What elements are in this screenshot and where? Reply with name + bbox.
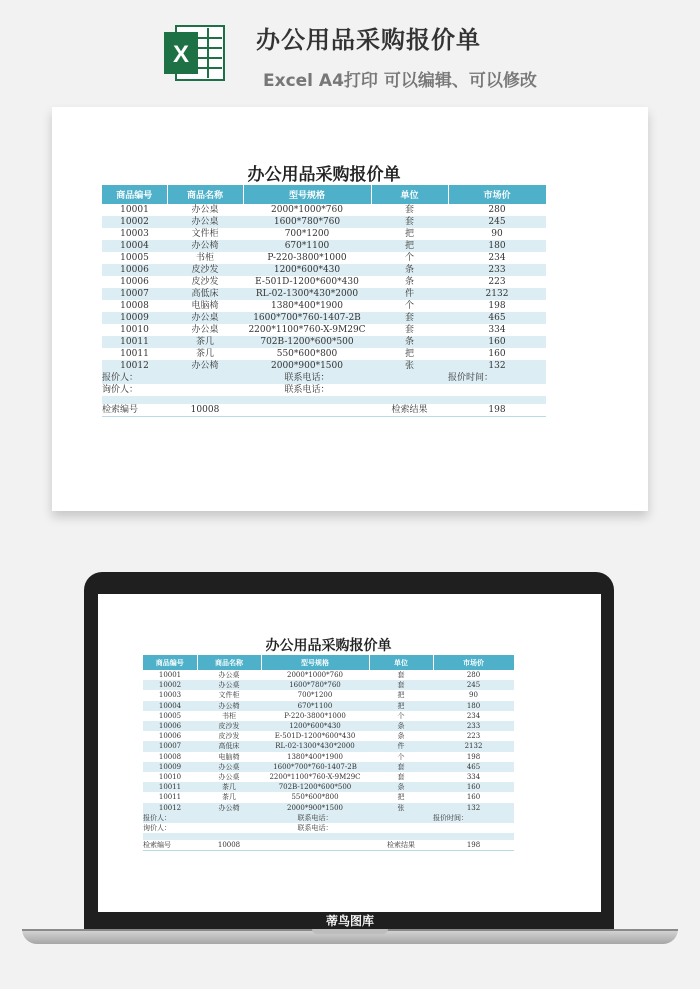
- table-cell: 个: [371, 252, 448, 264]
- table-row: [102, 336, 546, 348]
- column-header: 市场价: [433, 655, 514, 670]
- table-cell: 90: [433, 690, 514, 700]
- table-cell: 1380*400*1900: [261, 752, 369, 762]
- table-cell: 198: [448, 404, 546, 417]
- table-cell: 个: [371, 300, 448, 312]
- table-cell: 160: [448, 336, 546, 348]
- table-cell: 检索编号: [102, 404, 167, 417]
- table-row: [143, 823, 514, 833]
- quote-table: [143, 655, 515, 851]
- sheet-title: 办公用品采购报价单: [247, 165, 401, 185]
- table-cell: E-501D-1200*600*430: [243, 276, 371, 288]
- table-row: [143, 813, 514, 823]
- laptop-notch: [312, 929, 388, 934]
- table-cell: 套: [371, 204, 448, 216]
- table-row: [102, 300, 546, 312]
- table-cell: 280: [433, 670, 514, 680]
- table-cell: [369, 813, 433, 823]
- table-cell: 10011: [102, 336, 167, 348]
- table-row: [143, 741, 514, 751]
- table-cell: 132: [433, 803, 514, 813]
- quote-sheet: [102, 165, 546, 417]
- table-cell: [167, 372, 243, 384]
- table-cell: RL-02-1300*430*2000: [261, 741, 369, 751]
- table-cell: 160: [448, 348, 546, 360]
- column-header: 商品编号: [102, 185, 167, 204]
- table-cell: 联系电话：: [243, 384, 371, 396]
- table-row: [143, 690, 514, 700]
- table-cell: 160: [433, 792, 514, 802]
- table-cell: 465: [433, 762, 514, 772]
- table-row: [102, 288, 546, 300]
- table-cell: 180: [433, 701, 514, 711]
- table-row: [143, 833, 514, 840]
- table-cell: 702B-1200*600*500: [243, 336, 371, 348]
- table-header-row: [102, 185, 546, 204]
- table-cell: 茶几: [197, 792, 261, 802]
- table-cell: 550*600*800: [261, 792, 369, 802]
- table-cell: 10005: [102, 252, 167, 264]
- table-row: [102, 204, 546, 216]
- table-cell: 223: [448, 276, 546, 288]
- table-cell: 10008: [167, 404, 243, 417]
- column-header: 型号规格: [243, 185, 371, 204]
- column-header: 单位: [369, 655, 433, 670]
- table-row: [143, 792, 514, 802]
- table-cell: 报价时间：: [433, 813, 514, 823]
- table-cell: 2200*1100*760-X-9M29C: [243, 324, 371, 336]
- table-cell: 询价人：: [143, 823, 197, 833]
- laptop-brand: 蒂鸟图库: [325, 914, 374, 928]
- table-cell: 10001: [143, 670, 197, 680]
- table-cell: 234: [448, 252, 546, 264]
- table-cell: 条: [369, 782, 433, 792]
- table-cell: 套: [371, 216, 448, 228]
- table-cell: [243, 404, 371, 417]
- table-cell: 电脑椅: [197, 752, 261, 762]
- table-cell: 办公桌: [167, 324, 243, 336]
- table-cell: 1200*600*430: [261, 721, 369, 731]
- sheet-title: 办公用品采购报价单: [265, 638, 392, 654]
- table-cell: 办公椅: [167, 360, 243, 372]
- table-cell: 90: [448, 228, 546, 240]
- page-title: 办公用品采购报价单: [256, 26, 481, 54]
- table-cell: 223: [433, 731, 514, 741]
- search-row: [102, 404, 546, 417]
- table-cell: [197, 813, 261, 823]
- table-cell: 10002: [143, 680, 197, 690]
- page-subtitle: Excel A4打印 可以编辑、可以修改: [263, 71, 537, 91]
- table-cell: 10012: [102, 360, 167, 372]
- table-cell: 书柜: [167, 252, 243, 264]
- table-row: [102, 396, 546, 404]
- table-row: [143, 721, 514, 731]
- table-cell: 2000*1000*760: [243, 204, 371, 216]
- table-cell: 10003: [102, 228, 167, 240]
- table-cell: 条: [369, 721, 433, 731]
- table-cell: 办公椅: [167, 240, 243, 252]
- table-cell: 10011: [143, 792, 197, 802]
- table-cell: 皮沙发: [167, 264, 243, 276]
- table-cell: 个: [369, 711, 433, 721]
- table-cell: 报价人：: [102, 372, 167, 384]
- table-cell: 办公椅: [197, 701, 261, 711]
- table-row: [143, 680, 514, 690]
- table-cell: 皮沙发: [167, 276, 243, 288]
- table-cell: 条: [369, 731, 433, 741]
- table-cell: [143, 833, 514, 840]
- table-row: [102, 372, 546, 384]
- table-cell: 茶几: [197, 782, 261, 792]
- table-cell: 报价人：: [143, 813, 197, 823]
- table-cell: 10006: [102, 276, 167, 288]
- table-cell: 700*1200: [261, 690, 369, 700]
- table-row: [143, 752, 514, 762]
- table-cell: 334: [433, 772, 514, 782]
- column-header: 型号规格: [261, 655, 369, 670]
- table-cell: 皮沙发: [197, 731, 261, 741]
- table-cell: 10006: [102, 264, 167, 276]
- table-cell: 文件柜: [167, 228, 243, 240]
- table-cell: 电脑椅: [167, 300, 243, 312]
- table-row: [102, 240, 546, 252]
- table-row: [143, 782, 514, 792]
- table-cell: [197, 823, 261, 833]
- search-row: [143, 840, 514, 851]
- column-header: 商品名称: [197, 655, 261, 670]
- excel-icon: [162, 22, 226, 84]
- table-cell: 10010: [143, 772, 197, 782]
- table-row: [143, 762, 514, 772]
- table-cell: 280: [448, 204, 546, 216]
- table-cell: 132: [448, 360, 546, 372]
- table-cell: 套: [369, 670, 433, 680]
- table-cell: 10004: [143, 701, 197, 711]
- table-cell: 个: [369, 752, 433, 762]
- table-cell: 10008: [143, 752, 197, 762]
- table-cell: 办公桌: [167, 312, 243, 324]
- table-cell: [261, 840, 369, 851]
- table-row: [102, 264, 546, 276]
- table-cell: 10012: [143, 803, 197, 813]
- table-cell: 180: [448, 240, 546, 252]
- table-cell: 10008: [102, 300, 167, 312]
- table-cell: 2000*900*1500: [261, 803, 369, 813]
- table-cell: 把: [371, 240, 448, 252]
- table-cell: 条: [371, 276, 448, 288]
- table-cell: 书柜: [197, 711, 261, 721]
- table-cell: 报价时间：: [448, 372, 546, 384]
- table-cell: 办公桌: [167, 204, 243, 216]
- table-cell: [167, 384, 243, 396]
- table-cell: 办公桌: [167, 216, 243, 228]
- table-cell: 550*600*800: [243, 348, 371, 360]
- table-cell: 办公桌: [197, 670, 261, 680]
- table-cell: RL-02-1300*430*2000: [243, 288, 371, 300]
- table-cell: 10009: [102, 312, 167, 324]
- table-cell: 234: [433, 711, 514, 721]
- quote-table: [102, 185, 547, 417]
- table-row: [102, 276, 546, 288]
- table-cell: 1600*700*760-1407-2B: [261, 762, 369, 772]
- table-cell: 245: [433, 680, 514, 690]
- table-cell: 245: [448, 216, 546, 228]
- table-header-row: [143, 655, 514, 670]
- table-cell: 条: [371, 336, 448, 348]
- table-cell: E-501D-1200*600*430: [261, 731, 369, 741]
- table-cell: 套: [369, 772, 433, 782]
- column-header: 商品编号: [143, 655, 197, 670]
- table-cell: 套: [371, 312, 448, 324]
- table-row: [143, 670, 514, 680]
- table-cell: 1600*780*760: [261, 680, 369, 690]
- table-cell: 10003: [143, 690, 197, 700]
- table-row: [102, 324, 546, 336]
- table-cell: [102, 396, 546, 404]
- table-cell: 检索编号: [143, 840, 197, 851]
- table-row: [102, 312, 546, 324]
- table-cell: 套: [371, 324, 448, 336]
- table-cell: 198: [448, 300, 546, 312]
- table-cell: 10011: [102, 348, 167, 360]
- table-cell: 1380*400*1900: [243, 300, 371, 312]
- table-cell: 233: [448, 264, 546, 276]
- table-cell: 670*1100: [261, 701, 369, 711]
- table-cell: 2000*900*1500: [243, 360, 371, 372]
- table-cell: 茶几: [167, 336, 243, 348]
- table-row: [143, 731, 514, 741]
- table-cell: 张: [371, 360, 448, 372]
- table-cell: 文件柜: [197, 690, 261, 700]
- table-cell: 检索结果: [369, 840, 433, 851]
- table-cell: 2132: [448, 288, 546, 300]
- table-cell: 把: [369, 701, 433, 711]
- table-cell: 10002: [102, 216, 167, 228]
- table-cell: [369, 823, 433, 833]
- table-cell: 702B-1200*600*500: [261, 782, 369, 792]
- table-row: [102, 360, 546, 372]
- table-cell: 张: [369, 803, 433, 813]
- table-cell: 233: [433, 721, 514, 731]
- table-cell: 10011: [143, 782, 197, 792]
- table-cell: 件: [369, 741, 433, 751]
- table-row: [102, 216, 546, 228]
- table-cell: 高低床: [167, 288, 243, 300]
- table-cell: 套: [369, 762, 433, 772]
- table-cell: 10006: [143, 731, 197, 741]
- table-cell: 465: [448, 312, 546, 324]
- table-cell: 10007: [102, 288, 167, 300]
- column-header: 单位: [371, 185, 448, 204]
- table-cell: 办公椅: [197, 803, 261, 813]
- table-cell: 茶几: [167, 348, 243, 360]
- table-cell: 198: [433, 752, 514, 762]
- table-cell: 件: [371, 288, 448, 300]
- table-cell: 把: [369, 792, 433, 802]
- table-row: [143, 772, 514, 782]
- table-cell: 条: [371, 264, 448, 276]
- table-cell: 办公桌: [197, 680, 261, 690]
- table-cell: P-220-3800*1000: [243, 252, 371, 264]
- quote-sheet-preview: [143, 638, 514, 851]
- table-cell: [371, 384, 448, 396]
- table-cell: 皮沙发: [197, 721, 261, 731]
- table-cell: 10001: [102, 204, 167, 216]
- table-row: [102, 384, 546, 396]
- table-cell: 1600*780*760: [243, 216, 371, 228]
- table-row: [143, 803, 514, 813]
- table-cell: 10005: [143, 711, 197, 721]
- table-row: [102, 252, 546, 264]
- table-cell: 1200*600*430: [243, 264, 371, 276]
- column-header: 商品名称: [167, 185, 243, 204]
- table-cell: 10008: [197, 840, 261, 851]
- table-cell: 联系电话：: [261, 823, 369, 833]
- table-cell: 把: [371, 348, 448, 360]
- table-cell: 高低床: [197, 741, 261, 751]
- table-cell: 160: [433, 782, 514, 792]
- table-cell: [448, 384, 546, 396]
- table-cell: 10006: [143, 721, 197, 731]
- svg-text:X: X: [172, 41, 190, 68]
- table-cell: 10007: [143, 741, 197, 751]
- table-cell: 把: [369, 690, 433, 700]
- table-cell: 198: [433, 840, 514, 851]
- table-row: [102, 348, 546, 360]
- table-cell: 询价人：: [102, 384, 167, 396]
- table-cell: 套: [369, 680, 433, 690]
- table-cell: 2000*1000*760: [261, 670, 369, 680]
- table-row: [143, 701, 514, 711]
- table-cell: 把: [371, 228, 448, 240]
- table-cell: 2132: [433, 741, 514, 751]
- table-cell: 1600*700*760-1407-2B: [243, 312, 371, 324]
- table-cell: P-220-3800*1000: [261, 711, 369, 721]
- table-cell: 10010: [102, 324, 167, 336]
- table-row: [143, 711, 514, 721]
- table-cell: 联系电话：: [261, 813, 369, 823]
- column-header: 市场价: [448, 185, 546, 204]
- table-cell: 2200*1100*760-X-9M29C: [261, 772, 369, 782]
- table-cell: [371, 372, 448, 384]
- table-cell: 办公桌: [197, 762, 261, 772]
- table-cell: [433, 823, 514, 833]
- table-cell: 670*1100: [243, 240, 371, 252]
- table-cell: 联系电话：: [243, 372, 371, 384]
- table-cell: 334: [448, 324, 546, 336]
- table-cell: 检索结果: [371, 404, 448, 417]
- table-cell: 10009: [143, 762, 197, 772]
- table-cell: 10004: [102, 240, 167, 252]
- table-cell: 700*1200: [243, 228, 371, 240]
- table-row: [102, 228, 546, 240]
- table-cell: 办公桌: [197, 772, 261, 782]
